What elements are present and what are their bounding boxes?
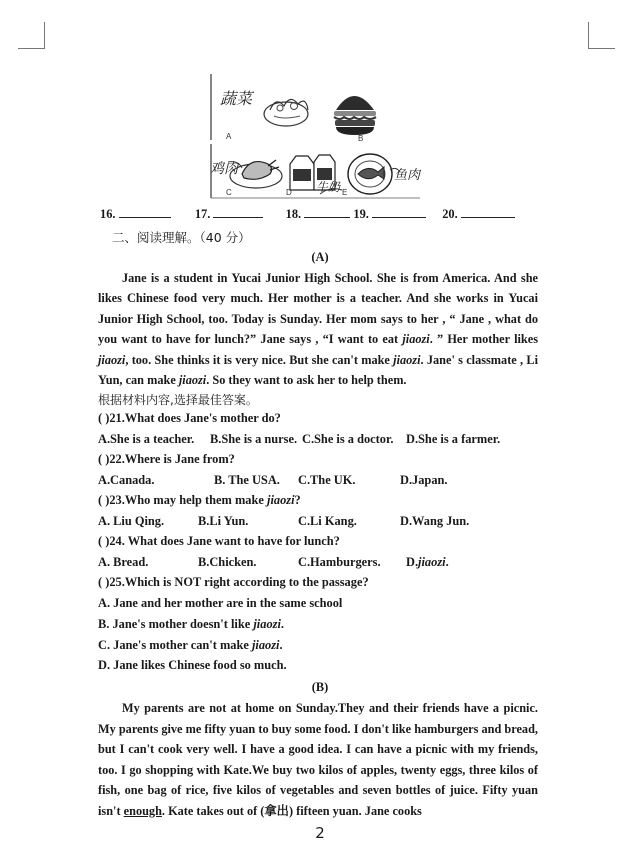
q21-option-b[interactable]: B.She is a nurse. [210, 432, 298, 446]
picture-label-e: E [342, 188, 348, 197]
answer-blank-17[interactable] [213, 206, 263, 218]
q24-option-d-letter: D. [406, 555, 419, 569]
passage-b-heading: (B) [311, 680, 329, 694]
q23-stem-text: ( )23.Who may help them make [98, 493, 267, 507]
word-jiaozi: jiaozi [98, 352, 126, 367]
q24-option-d-end: . [445, 555, 449, 569]
q25-option-b-text: B. Jane's mother doesn't like [98, 617, 254, 631]
blank-number-16: 16. [100, 207, 116, 221]
q25-option-b-end: . [280, 617, 285, 631]
word-jiaozi: jiaozi [393, 352, 421, 367]
answer-blanks-row [100, 206, 515, 222]
q25-option-c[interactable] [98, 638, 283, 653]
passage-b-main-text: My parents are not at home on Sunday.They and their friends have a picnic. My parents give me fifty yuan to buy some food. I don't like hamburgers and bread, but I can't cook very well. I have a good idea. I can have a picnic with my friends, too. I go shopping with Kate.We buy two kilos of apples, twenty eggs, three kilos of fish, one bag of rice, five kilos of vegetables and seven bottles of juice. Fifty yuan isn't [98, 701, 538, 818]
question-24-stem: ( )24. What does Jane want to have for lunch? [98, 534, 340, 548]
underlined-word-enough: enough [123, 803, 162, 818]
answer-blank-20[interactable] [461, 206, 515, 218]
passage-a-heading: (A) [311, 250, 329, 264]
word-jiaozi: jiaozi [402, 332, 430, 347]
word-jiaozi: jiaozi [178, 373, 207, 388]
q23-stem-end: ? [294, 493, 301, 507]
picture-label-b: B [358, 134, 364, 143]
q24-option-b[interactable]: B.Chicken. [198, 555, 257, 569]
passage-a-sentence-3: , too. She thinks it is very nice. But she can't make [125, 352, 394, 367]
fish-dish-drawing [348, 154, 392, 194]
question-21-stem: ( )21.What does Jane's mother do? [98, 411, 281, 425]
answer-blank-16[interactable] [119, 206, 171, 218]
q25-option-d[interactable]: D. Jane likes Chinese food so much. [98, 658, 287, 672]
word-jiaozi: jiaozi [253, 617, 281, 631]
question-22-options [98, 473, 448, 488]
q25-option-b[interactable] [98, 617, 284, 632]
question-23-options [98, 514, 469, 529]
q24-option-d[interactable] [406, 555, 449, 570]
vegetables-drawing [264, 99, 308, 126]
handwritten-vegetables: 蔬菜 [220, 89, 253, 108]
passage-b-text [98, 698, 538, 822]
q22-option-c[interactable]: C.The UK. [298, 473, 356, 487]
passage-b-text-end: . Kate takes out of (拿出) fifteen yuan. Jane cooks [161, 803, 422, 818]
q22-option-a[interactable]: A.Canada. [98, 473, 155, 487]
passage-a-sentence-2: . ” Her mother likes [429, 332, 539, 347]
answer-blank-18[interactable] [304, 206, 350, 218]
q22-option-d[interactable]: D.Japan. [400, 473, 448, 487]
question-25-stem: ( )25.Which is NOT right according to the passage? [98, 575, 369, 589]
word-jiaozi: jiaozi [267, 493, 295, 507]
passage-a-sentence-5: . So they want to ask her to help them. [206, 373, 407, 388]
picture-label-a: A [226, 132, 232, 141]
q23-option-b[interactable]: B.Li Yun. [198, 514, 249, 528]
passage-a-sentence-1: Jane is a student in Yucai Junior High School. She is from America. And she likes Chinese food very much. Her mother is a teacher. And she works in Yucai Junior High School, too. Today is Sunday. Her mom says to her , “ Jane , what do you want to have for lunch?” Jane says , “I want to eat [98, 271, 538, 347]
blank-number-18: 18. [285, 207, 302, 221]
q24-option-a[interactable]: A. Bread. [98, 555, 149, 569]
question-21-options [98, 432, 500, 447]
q23-option-a[interactable]: A. Liu Qing. [98, 514, 165, 528]
passage-a-sentence-4: . Jane' s classmate , Li Yun, can make [98, 352, 538, 388]
answer-blank-19[interactable] [372, 206, 426, 218]
q21-option-c[interactable]: C.She is a doctor. [302, 432, 394, 446]
crop-mark-top-right [588, 22, 615, 49]
page-number: 2 [315, 824, 325, 842]
hamburger-drawing [334, 96, 376, 135]
food-picture-panel [208, 72, 422, 200]
handwritten-milk: 牛奶 [316, 180, 341, 194]
word-jiaozi: jiaozi [251, 638, 280, 652]
instruction-text: 根据材料内容,选择最佳答案。 [98, 393, 258, 407]
word-jiaozi: jiaozi [418, 555, 446, 569]
q21-option-a[interactable]: A.She is a teacher. [98, 432, 195, 446]
blank-number-17: 17. [194, 207, 211, 221]
question-24-options [98, 555, 449, 570]
handwritten-fish: 鱼肉 [394, 168, 421, 183]
q21-option-d[interactable]: D.She is a farmer. [406, 432, 501, 446]
blank-number-20: 20. [442, 207, 458, 221]
handwritten-chicken: 鸡肉 [210, 161, 238, 177]
crop-mark-top-left [18, 22, 45, 49]
section-two-heading: 二、阅读理解。（40 分） [112, 230, 251, 245]
q23-option-d[interactable]: D.Wang Jun. [400, 514, 470, 528]
question-23-stem [98, 493, 301, 508]
picture-label-c: C [226, 188, 232, 197]
picture-label-d: D [286, 188, 292, 197]
q23-option-c[interactable]: C.Li Kang. [298, 514, 357, 528]
passage-a-text [98, 268, 538, 390]
q25-option-a[interactable]: A. Jane and her mother are in the same school [98, 596, 343, 610]
q25-option-c-end: . [279, 638, 283, 652]
blank-number-19: 19. [353, 207, 369, 221]
q22-option-b[interactable]: B. The USA. [214, 473, 280, 487]
q24-option-c[interactable]: C.Hamburgers. [298, 555, 381, 569]
q25-option-c-text: C. Jane's mother can't make [98, 638, 252, 652]
question-22-stem: ( )22.Where is Jane from? [98, 452, 235, 466]
